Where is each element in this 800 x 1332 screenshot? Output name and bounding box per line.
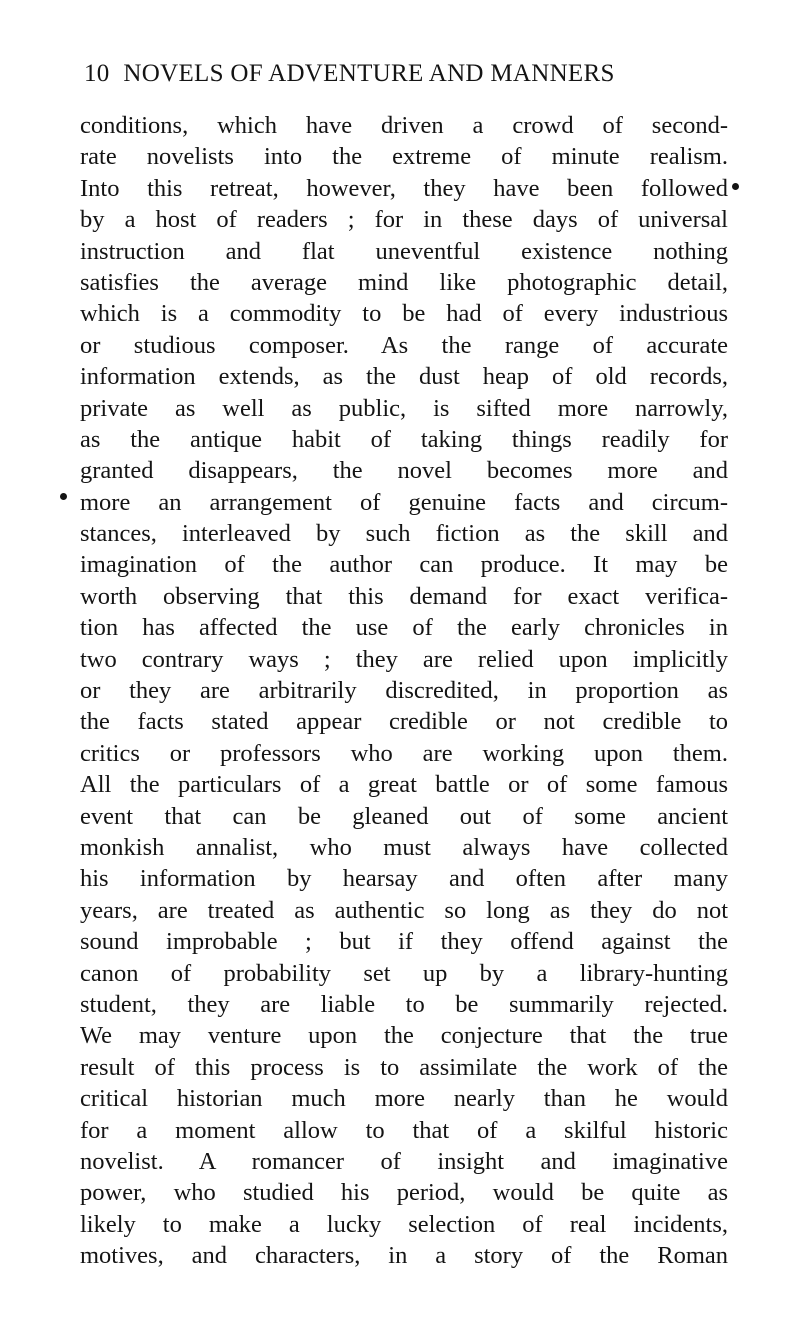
running-head-title: NOVELS OF ADVENTURE AND MANNERS <box>123 60 615 87</box>
margin-mark <box>732 183 739 190</box>
text-line: instruction and flat uneventful existence nothing <box>80 237 728 265</box>
text-line: monkish annalist, who must always have collected <box>80 833 728 861</box>
text-line: or they are arbitrarily discredited, in proportion as <box>80 677 728 705</box>
text-line: likely to make a lucky selection of real incidents, <box>80 1210 728 1238</box>
text-line: worth observing that this demand for exact verifica- <box>80 582 728 610</box>
text-line: which is a commodity to be had of every industrious <box>80 300 728 328</box>
text-line: rate novelists into the extreme of minute realism. <box>80 143 728 171</box>
text-line: tion has affected the use of the early chronicles in <box>80 614 728 642</box>
text-line: information extends, as the dust heap of old records, <box>80 363 728 391</box>
text-line: the facts stated appear credible or not credible to <box>80 708 728 736</box>
text-line: sound improbable ; but if they offend against the <box>80 928 728 956</box>
text-line: private as well as public, is sifted more narrowly, <box>80 394 728 422</box>
page-number: 10 <box>84 60 110 87</box>
text-line: two contrary ways ; they are relied upon implicitly <box>80 645 728 673</box>
text-line: as the antique habit of taking things readily for <box>80 425 728 453</box>
text-line: All the particulars of a great battle or of some famous <box>80 771 728 799</box>
text-line: his information by hearsay and often after many <box>80 865 728 893</box>
text-line: for a moment allow to that of a skilful historic <box>80 1116 728 1144</box>
text-line: novelist. A romancer of insight and imaginative <box>80 1147 728 1175</box>
text-line: granted disappears, the novel becomes more and <box>80 457 728 485</box>
text-line: more an arrangement of genuine facts and circum- <box>80 488 728 516</box>
text-line: satisfies the average mind like photographic detail, <box>80 268 728 296</box>
text-line: power, who studied his period, would be quite as <box>80 1179 728 1207</box>
text-line: Into this retreat, however, they have been followed <box>80 174 728 202</box>
text-line: years, are treated as authentic so long as they do not <box>80 896 728 924</box>
text-line: result of this process is to assimilate the work of the <box>80 1053 728 1081</box>
body-text <box>80 110 728 1271</box>
text-line: canon of probability set up by a library-hunting <box>80 959 728 987</box>
text-line: imagination of the author can produce. It may be <box>80 551 728 579</box>
text-line: critical historian much more nearly than he would <box>80 1085 728 1113</box>
text-line: conditions, which have driven a crowd of second- <box>80 112 728 139</box>
text-line: or studious composer. As the range of accurate <box>80 331 728 359</box>
text-line: critics or professors who are working upon them. <box>80 739 728 767</box>
text-line: motives, and characters, in a story of the Roman <box>80 1242 728 1270</box>
text-line: student, they are liable to be summarily rejected. <box>80 990 728 1018</box>
text-line: stances, interleaved by such fiction as the skill and <box>80 520 728 548</box>
text-line: by a host of readers ; for in these days of universal <box>80 206 728 234</box>
text-line: event that can be gleaned out of some ancient <box>80 802 728 830</box>
running-head <box>84 58 704 90</box>
text-line: We may venture upon the conjecture that the true <box>80 1022 728 1050</box>
margin-mark <box>60 493 67 500</box>
